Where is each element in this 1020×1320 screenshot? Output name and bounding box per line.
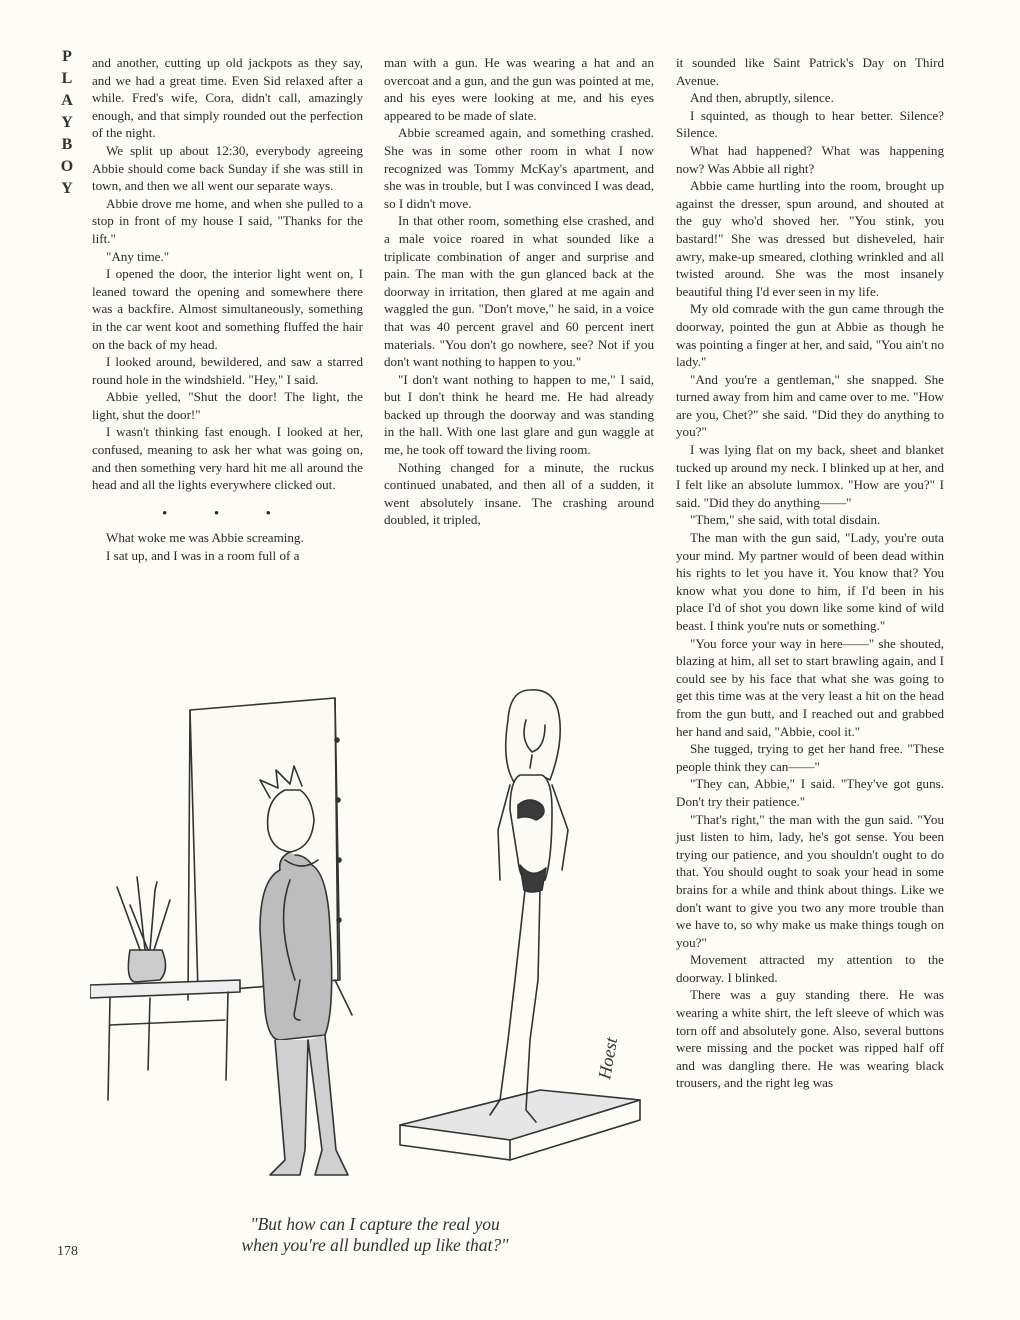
paragraph: Abbie came hurtling into the room, brought up against the dresser, spun around, and shouted at the guy who'd shoved her. "You stink, you bastard!" She was dressed but disheveled, hair awry, make-up smeared, clothing wrinkled and all twisted around. She was the most insanely beautiful thing I'd ever seen in my life. [676,178,944,299]
cartoon-illustration [90,680,660,1195]
paragraph: What woke me was Abbie screaming. [106,530,304,546]
paragraph: "I don't want nothing to happen to me," I said, but I don't think he heard me. He had already backed up through the doorway and was standing in the hall. With one last glare and gun waggle at me, he took off toward the living room. [384,371,654,458]
paragraph: "Any time." [106,248,170,264]
paragraph: "That's right," the man with the gun said. "You just listen to him, lady, he's got sense. You been trying our patience, and you shouldn't ought to do that. You should ought to soak your head in some brains for a while and think about things. Like we don't want to give you two any more trouble than we have to, so why make us make things tough on you?" [676,811,944,950]
paragraph: "They can, Abbie," I said. "They've got guns. Don't try their patience." [676,776,944,809]
article-column-2 [384,54,654,529]
paragraph: Abbie screamed again, and something crashed. She was in some other room in what I now recognized was Tommy McKay's apartment, and she was in trouble, but I was convinced I was dead, so I didn't move. [384,125,654,211]
article-column-3 [676,54,944,1092]
model-platform [400,1090,640,1160]
paragraph: Abbie yelled, "Shut the door! The light, the light, shut the door!" [92,389,363,422]
artist-signature: Hoest [594,1035,622,1081]
paragraph: The man with the gun said, "Lady, you're outa your mind. My partner would of been dead within his rights to let you have it. You know that? You know what you done to him, if I'd been in his place I'd of shot you down like some kind of wild beast. I think you're nuts or something." [676,530,944,633]
model-figure [490,690,568,1122]
paragraph: In that other room, something else crashed, and a male voice roared in what sounded like a triplicate combination of anger and surprise and pain. The man with the gun glanced back at the doorway in irritation, then glared at me again and waggled the gun. "Don't move," he said, in a voice that was 40 percent gravel and 60 percent inert materials. "You don't go nowhere, see? Not if you don't want nothing to happen to you." [384,213,654,370]
paragraph: Movement attracted my attention to the doorway. I blinked. [676,952,944,985]
paragraph: "You force your way in here——" she shouted, blazing at him, all set to start brawling again, and I could see by his face that what she was going to get this time was at the very least a hit on the head from the gun butt, and I reached out and grabbed her hand and said, "Abbie, cool it." [676,635,944,739]
cartoon-caption: "But how can I capture the real you when you're all bundled up like that?" [241,1214,509,1255]
paragraph: I squinted, as though to hear better. Silence? Silence. [676,107,944,141]
paragraph: She tugged, trying to get her hand free. "These people think they can——" [676,741,944,774]
paragraph: I sat up, and I was in a room full of a [106,548,300,564]
paragraph: What had happened? What was happening now? Was Abbie all right? [676,142,944,176]
paragraph: I opened the door, the interior light went on, I leaned toward the opening and somewhere there was a backfire. Almost simultaneously, something in the car went koot and something fluffed the hair on the back of my head. [92,266,363,352]
paragraph: Abbie drove me home, and when she pulled to a stop in front of my house I said, "Thanks for the lift." [92,195,363,246]
section-break: • • • [162,504,293,520]
magazine-vertical-title: P L A Y B O Y [60,48,74,197]
paragraph: And then, abruptly, silence. [690,90,834,106]
paragraph: "And you're a gentleman," she snapped. She turned away from him and came over to me. "How are you, Chet?" she said. "Did they do anything to you?" [676,371,944,440]
paragraph: I wasn't thinking fast enough. I looked at her, confused, meaning to ask her what was going on, and then something very hard hit me all around the head and all the lights everywhere clicked out. [92,424,363,493]
paragraph: We split up about 12:30, everybody agreeing Abbie should come back Sunday if she was still in town, and then we all went our separate ways. [92,142,363,194]
paragraph: Nothing changed for a minute, the ruckus continued unabated, and then all of a sudden, it went absolutely insane. The crashing around doubled, it tripled, [384,459,654,528]
paragraph: I was lying flat on my back, sheet and blanket tucked up around my neck. I blinked up at her, and I felt like an absolute lummox. "How are you?" I said. "Did they do anything——" [676,442,944,510]
paragraph: man with a gun. He was wearing a hat and an overcoat and a gun, and the gun was pointed at me, and his eyes were looking at me, and his eyes appeared to be made of slate. [384,55,654,123]
article-column-1 [92,54,363,565]
page-number: 178 [57,1244,78,1259]
paragraph: I looked around, bewildered, and saw a starred round hole in the windshield. "Hey," I said. [92,354,363,387]
paragraph: There was a guy standing there. He was wearing a white shirt, the left sleeve of which was torn off and absolutely gone. Also, several buttons were missing and the pocket was ripped half off and was dangling there. He was wearing black trousers, and the right leg was [676,987,944,1091]
paragraph: it sounded like Saint Patrick's Day on Third Avenue. [676,55,944,88]
paragraph: My old comrade with the gun came through the doorway, pointed the gun at Abbie as though he was pointing a finger at her, and said, "You ain't no lady." [676,301,944,370]
paragraph: "Them," she said, with total disdain. [690,512,881,528]
paragraph: and another, cutting up old jackpots as they say, and we had a great time. Even Sid relaxed after a while. Fred's wife, Cora, didn't call, amazingly enough, and that simply rounded out the perfection of the night. [92,55,363,141]
